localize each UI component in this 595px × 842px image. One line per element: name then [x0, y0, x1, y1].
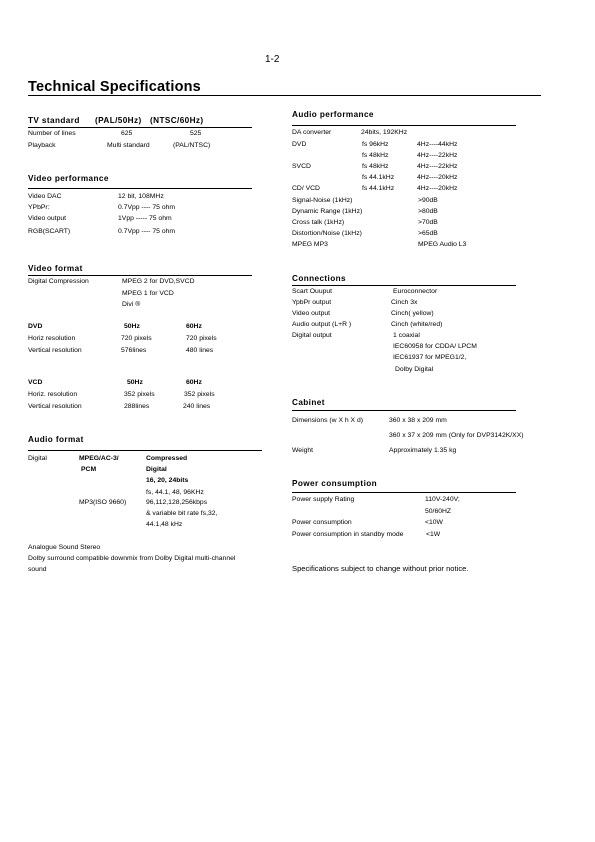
- spec-value: 720 pixels: [186, 335, 217, 342]
- spec-value: Dolby Digital: [395, 366, 434, 373]
- spec-label: Digital Compression: [28, 278, 89, 285]
- spec-label: Video DAC: [28, 193, 62, 200]
- section-rule: [28, 275, 252, 276]
- spec-label: Cross talk (1kHz): [292, 219, 345, 226]
- spec-value: 1 coaxial: [393, 332, 420, 339]
- vcd-col-60hz: 60Hz: [186, 379, 202, 386]
- spec-value: MPEG 1 for VCD: [122, 290, 174, 297]
- spec-label: Digital: [28, 455, 47, 462]
- spec-value: MPEG 2 for DVD,SVCD: [122, 278, 195, 285]
- dvd-col-50hz: 50Hz: [124, 323, 140, 330]
- spec-value: 352 pixels: [124, 391, 155, 398]
- spec-value: 50/60HZ: [425, 508, 452, 515]
- spec-value: 360 x 38 x 209 mm: [389, 417, 447, 424]
- spec-value: 4Hz----22kHz: [417, 152, 458, 159]
- dvd-col-60hz: 60Hz: [186, 323, 202, 330]
- spec-label: SVCD: [292, 163, 311, 170]
- spec-value: <1W: [426, 531, 441, 538]
- vcd-label: VCD: [28, 379, 43, 386]
- spec-value: 110V-240V;: [425, 496, 460, 503]
- spec-label: Playback: [28, 142, 56, 149]
- power-heading: Power consumption: [292, 479, 378, 488]
- spec-label: Video output: [292, 310, 331, 317]
- spec-label: DA converter: [292, 129, 332, 136]
- spec-value: >80dB: [418, 208, 438, 215]
- spec-label: Power consumption: [292, 519, 352, 526]
- spec-value: 0.7Vpp ---- 75 ohm: [118, 204, 176, 211]
- section-rule: [292, 125, 516, 126]
- compressed-label: Compressed: [146, 455, 188, 462]
- spec-value: Approximately 1.35 kg: [389, 447, 457, 454]
- spec-value: 240 lines: [183, 403, 211, 410]
- section-rule: [292, 410, 516, 411]
- spec-label: Horiz. resolution: [28, 391, 78, 398]
- spec-label: Power consumption in standby mode: [292, 531, 404, 538]
- spec-value: fs 44.1kHz: [362, 174, 395, 181]
- pcm-label: PCM: [81, 466, 97, 473]
- dolby-text: Dolby surround compatible downmix from Dolby Digital multi-channel: [28, 555, 236, 562]
- spec-value: 525: [190, 130, 202, 137]
- spec-value: fs 48kHz: [362, 163, 389, 170]
- cabinet-heading: Cabinet: [292, 398, 325, 407]
- spec-value: 4Hz----44kHz: [417, 141, 458, 148]
- spec-label: Digital output: [292, 332, 332, 339]
- spec-label: DVD: [292, 141, 307, 148]
- audio-performance-heading: Audio performance: [292, 110, 374, 119]
- spec-label: Distortion/Noise (1kHz): [292, 230, 362, 237]
- spec-value: fs 48kHz: [362, 152, 389, 159]
- spec-value: <10W: [425, 519, 443, 526]
- audio-format-heading: Audio format: [28, 435, 84, 444]
- video-performance-heading: Video performance: [28, 174, 109, 183]
- spec-value: 96,112,128,256kbps: [146, 499, 208, 506]
- spec-value: Cinch( yellow): [391, 310, 434, 317]
- spec-label: YPbPr:: [28, 204, 50, 211]
- spec-value: 44.1,48 kHz: [146, 521, 183, 528]
- spec-label: MPEG MP3: [292, 241, 328, 248]
- section-rule: [28, 188, 252, 189]
- spec-label: Scart Ouuput: [292, 288, 333, 295]
- spec-value: 0.7Vpp ---- 75 ohm: [118, 228, 176, 235]
- spec-value: 625: [121, 130, 133, 137]
- spec-label: Vertical resolution: [28, 403, 82, 410]
- spec-value: 720 pixels: [121, 335, 152, 342]
- footer-note: Specifications subject to change without prior notice.: [292, 564, 469, 573]
- spec-label: Number of lines: [28, 130, 76, 137]
- spec-value: 576lines: [121, 347, 147, 354]
- spec-label: Horiz resolution: [28, 335, 76, 342]
- spec-value: >65dB: [418, 230, 438, 237]
- spec-value: 288lines: [124, 403, 150, 410]
- section-rule: [28, 127, 252, 128]
- digital-bold-label: Digital: [146, 466, 167, 473]
- spec-value: 1Vpp ----- 75 ohm: [118, 215, 172, 222]
- spec-label: Audio output (L+R ): [292, 321, 352, 328]
- video-format-heading: Video format: [28, 264, 83, 273]
- analogue-text: Analogue Sound Stereo: [28, 544, 101, 551]
- dvd-label: DVD: [28, 323, 43, 330]
- spec-value: 480 lines: [186, 347, 214, 354]
- spec-label: Vertical resolution: [28, 347, 82, 354]
- dolby-text: sound: [28, 566, 47, 573]
- spec-value: 352 pixels: [184, 391, 215, 398]
- tv-standard-col-ntsc: (NTSC/60Hz): [150, 116, 204, 125]
- title-rule: [28, 95, 541, 96]
- spec-value: Multi standard: [107, 142, 150, 149]
- section-rule: [292, 285, 516, 286]
- vcd-col-50hz: 50Hz: [127, 379, 143, 386]
- spec-value: 12 bit, 108MHz: [118, 193, 164, 200]
- spec-label: Video output: [28, 215, 67, 222]
- spec-label: CD/ VCD: [292, 185, 320, 192]
- page-number: 1-2: [265, 54, 280, 65]
- tv-standard-col-pal: (PAL/50Hz): [95, 116, 142, 125]
- spec-value: 4Hz----20kHz: [417, 174, 458, 181]
- spec-value: 24bits, 192KHz: [361, 129, 408, 136]
- spec-value: 360 x 37 x 209 mm (Only for DVP3142K/XX): [389, 432, 524, 439]
- spec-value: Euroconnector: [393, 288, 438, 295]
- section-rule: [28, 450, 262, 451]
- mp3-label: MP3(ISO 9660): [79, 499, 127, 506]
- spec-value: fs 96kHz: [362, 141, 389, 148]
- spec-value: & variable bit rate fs,32,: [146, 510, 218, 517]
- spec-label: Dynamic Range (1kHz): [292, 208, 363, 215]
- spec-label: Dimensions (w X h X d): [292, 417, 364, 424]
- spec-value: fs 44.1kHz: [362, 185, 395, 192]
- spec-value: Cinch (white/red): [391, 321, 443, 328]
- spec-value: IEC61937 for MPEG1/2,: [393, 354, 467, 361]
- spec-label: Weight: [292, 447, 314, 454]
- spec-value: Divi ®: [122, 301, 141, 308]
- spec-value: 4Hz----20kHz: [417, 185, 458, 192]
- spec-label: RGB(SCART): [28, 228, 71, 235]
- spec-value: 4Hz----22kHz: [417, 163, 458, 170]
- bits-value: 16, 20, 24bits: [146, 477, 189, 484]
- spec-value: >70dB: [418, 219, 438, 226]
- section-rule: [292, 492, 516, 493]
- spec-value: IEC60958 for CDDA/ LPCM: [393, 343, 477, 350]
- spec-label: Power supply Rating: [292, 496, 355, 503]
- spec-value: MPEG Audio L3: [418, 241, 467, 248]
- tv-standard-heading: TV standard: [28, 116, 80, 125]
- spec-value: >90dB: [418, 197, 438, 204]
- spec-value: (PAL/NTSC): [173, 142, 211, 149]
- spec-label: Signal-Noise (1kHz): [292, 197, 353, 204]
- page-title: Technical Specifications: [28, 79, 201, 95]
- connections-heading: Connections: [292, 274, 346, 283]
- fs-value: fs, 44.1, 48, 96KHz: [146, 489, 204, 496]
- spec-label: YpbPr output: [292, 299, 332, 306]
- spec-value: Cinch 3x: [391, 299, 418, 306]
- mpeg-label: MPEG/AC-3/: [79, 455, 119, 462]
